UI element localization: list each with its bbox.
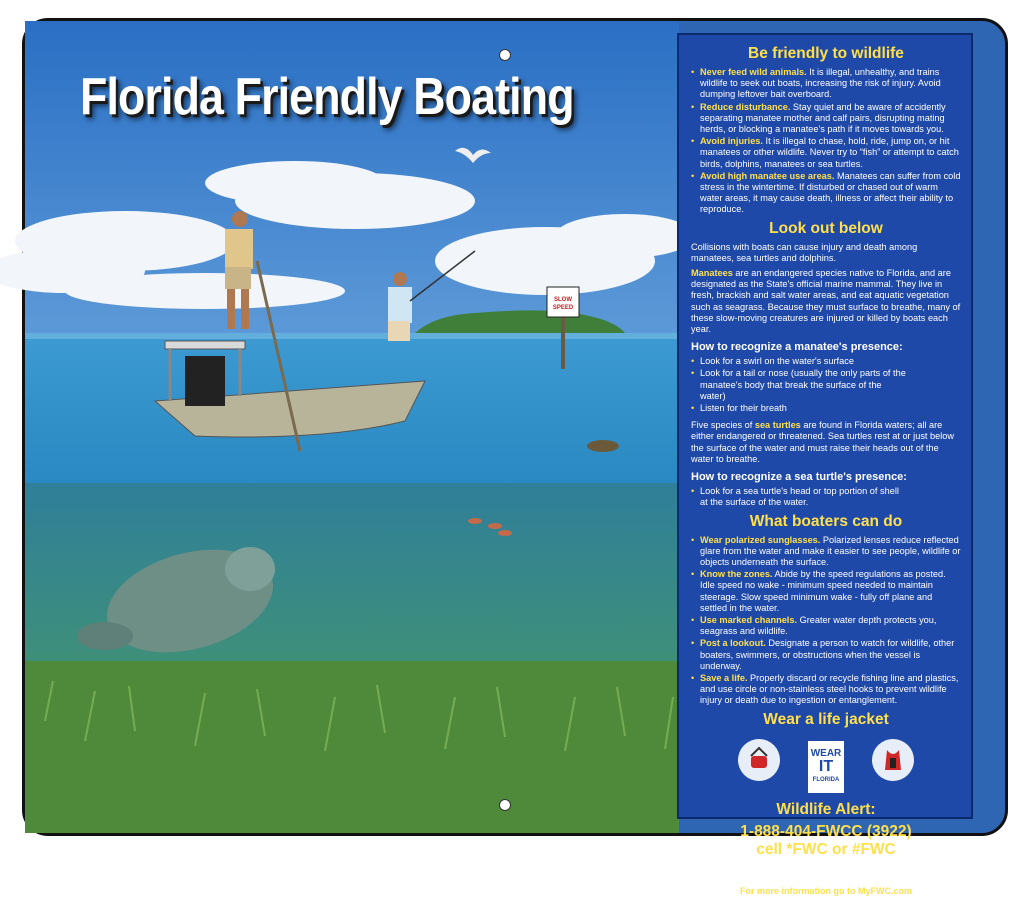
manatee-subheading: How to recognize a manatee's presence: (691, 341, 903, 354)
list-item: • Use marked channels. Greater water depth protects you, seagrass and wildlife. (691, 615, 961, 637)
list-item: • Reduce disturbance. Stay quiet and be aware of accidently separating manatee mother and calf pairs, disrupting mating herds, or blocking a manatee's path if it moves towards you. (691, 102, 961, 136)
list-item: • Post a lookout. Designate a person to watch for wildlife, other boaters, swimmers, or obstructions when the vessel is underway. (691, 638, 961, 672)
list-item: • Never feed wild animals. It is illegal, unhealthy, and trains wildlife to seek out boats, increasing the risk of injury. Avoid dumping leftover bait overboard. (691, 67, 961, 101)
turtle-paragraph: Five species of sea turtles are found in Florida waters; all are either endangered or threatened. Sea turtles rest at or just below the surface of the water and must raise their heads out of the water to breathe. (691, 420, 955, 464)
list-item: • Avoid injuries. It is illegal to chase, hold, ride, jump on, or hit manatees or other wildlife. Never try to “fish” or attempt to catch birds, dolphins, manatees or sea turtles. (691, 136, 961, 170)
turtle-list (691, 486, 961, 508)
list-item: • Listen for their breath (691, 403, 909, 414)
surface-turtle (587, 440, 619, 452)
svg-text:SPEED: SPEED (552, 305, 574, 311)
alert-cell: cell *FWC or #FWC (756, 840, 896, 858)
manatee-paragraph: Manatees are an endangered species native to Florida, and are designated as the State's official marine mammal. They live in fresh, brackish and salt water areas, and eat aquatic vegetation such as seagrass. Because they must surface to breathe, many of these slow-moving creatures are injured or killed by boats each year. (691, 268, 961, 335)
boaters-list (691, 535, 961, 707)
list-item: • Look for a sea turtle's head or top portion of shell at the surface of the water. (691, 486, 909, 508)
list-item: • Know the zones. Abide by the speed regulations as posted. Idle speed no wake - minimum speed needed to maintain steerage. Slow speed minimum wake - fully off plane and settled in the water. (691, 569, 961, 614)
mount-hole-top (499, 49, 511, 61)
lookout-intro: Collisions with boats can cause injury and death among manatees, sea turtles and dolphins. (691, 241, 918, 263)
list-item: • Look for a tail or nose (usually the only parts of the manatee's body that break the surface of the water) (691, 368, 909, 402)
inflatable-lifejacket-icon (872, 739, 914, 781)
boaters-heading: What boaters can do (749, 512, 903, 530)
sign-title: Florida Friendly Boating (80, 68, 574, 126)
info-panel (677, 33, 973, 896)
alert-title: Wildlife Alert: (776, 800, 876, 818)
sign-board (22, 18, 1008, 896)
alert-report: Report sick, dead, or injured manatees or sea turtles, and any wildlife or boating law violations. (694, 860, 958, 882)
manatee-list (691, 356, 961, 414)
lookout-heading: Look out below (769, 219, 883, 237)
list-item: • Look for a swirl on the water's surface (691, 356, 909, 367)
mount-hole-bottom (499, 799, 511, 811)
wear-it-florida-logo: WEAR IT FLORIDA (806, 739, 846, 795)
svg-text:SLOW: SLOW (554, 297, 572, 303)
list-item: • Save a life. Properly discard or recycle fishing line and plastics, and use circle or non-stainless steel hooks to prevent wildlife injury or death due to ingestion or entanglement. (691, 673, 961, 707)
boating-scene-illustration (25, 21, 679, 833)
belt-pack-lifejacket-icon (738, 739, 780, 781)
list-item: • Avoid high manatee use areas. Manatees can suffer from cold stress in the wintertime. If disturbed or chased out of warm water areas, it may cause death, illness or affect their ability to reproduce. (691, 171, 961, 216)
alert-phone: 1-888-404-FWCC (3922) (740, 822, 912, 840)
friendly-list (691, 67, 961, 216)
lifejacket-heading: Wear a life jacket (763, 710, 889, 728)
lifejacket-icons (691, 739, 961, 795)
more-info-link[interactable]: For more information go to MyFWC.com (740, 885, 912, 896)
friendly-heading: Be friendly to wildlife (748, 45, 904, 62)
list-item: • Wear polarized sunglasses. Polarized lenses reduce reflected glare from the water and make it easier to see people, wildlife or objects underneath the surface. (691, 535, 961, 569)
seagrass-bed (25, 661, 679, 833)
turtle-subheading: How to recognize a sea turtle's presence: (691, 471, 907, 484)
speed-sign-post (561, 311, 565, 369)
